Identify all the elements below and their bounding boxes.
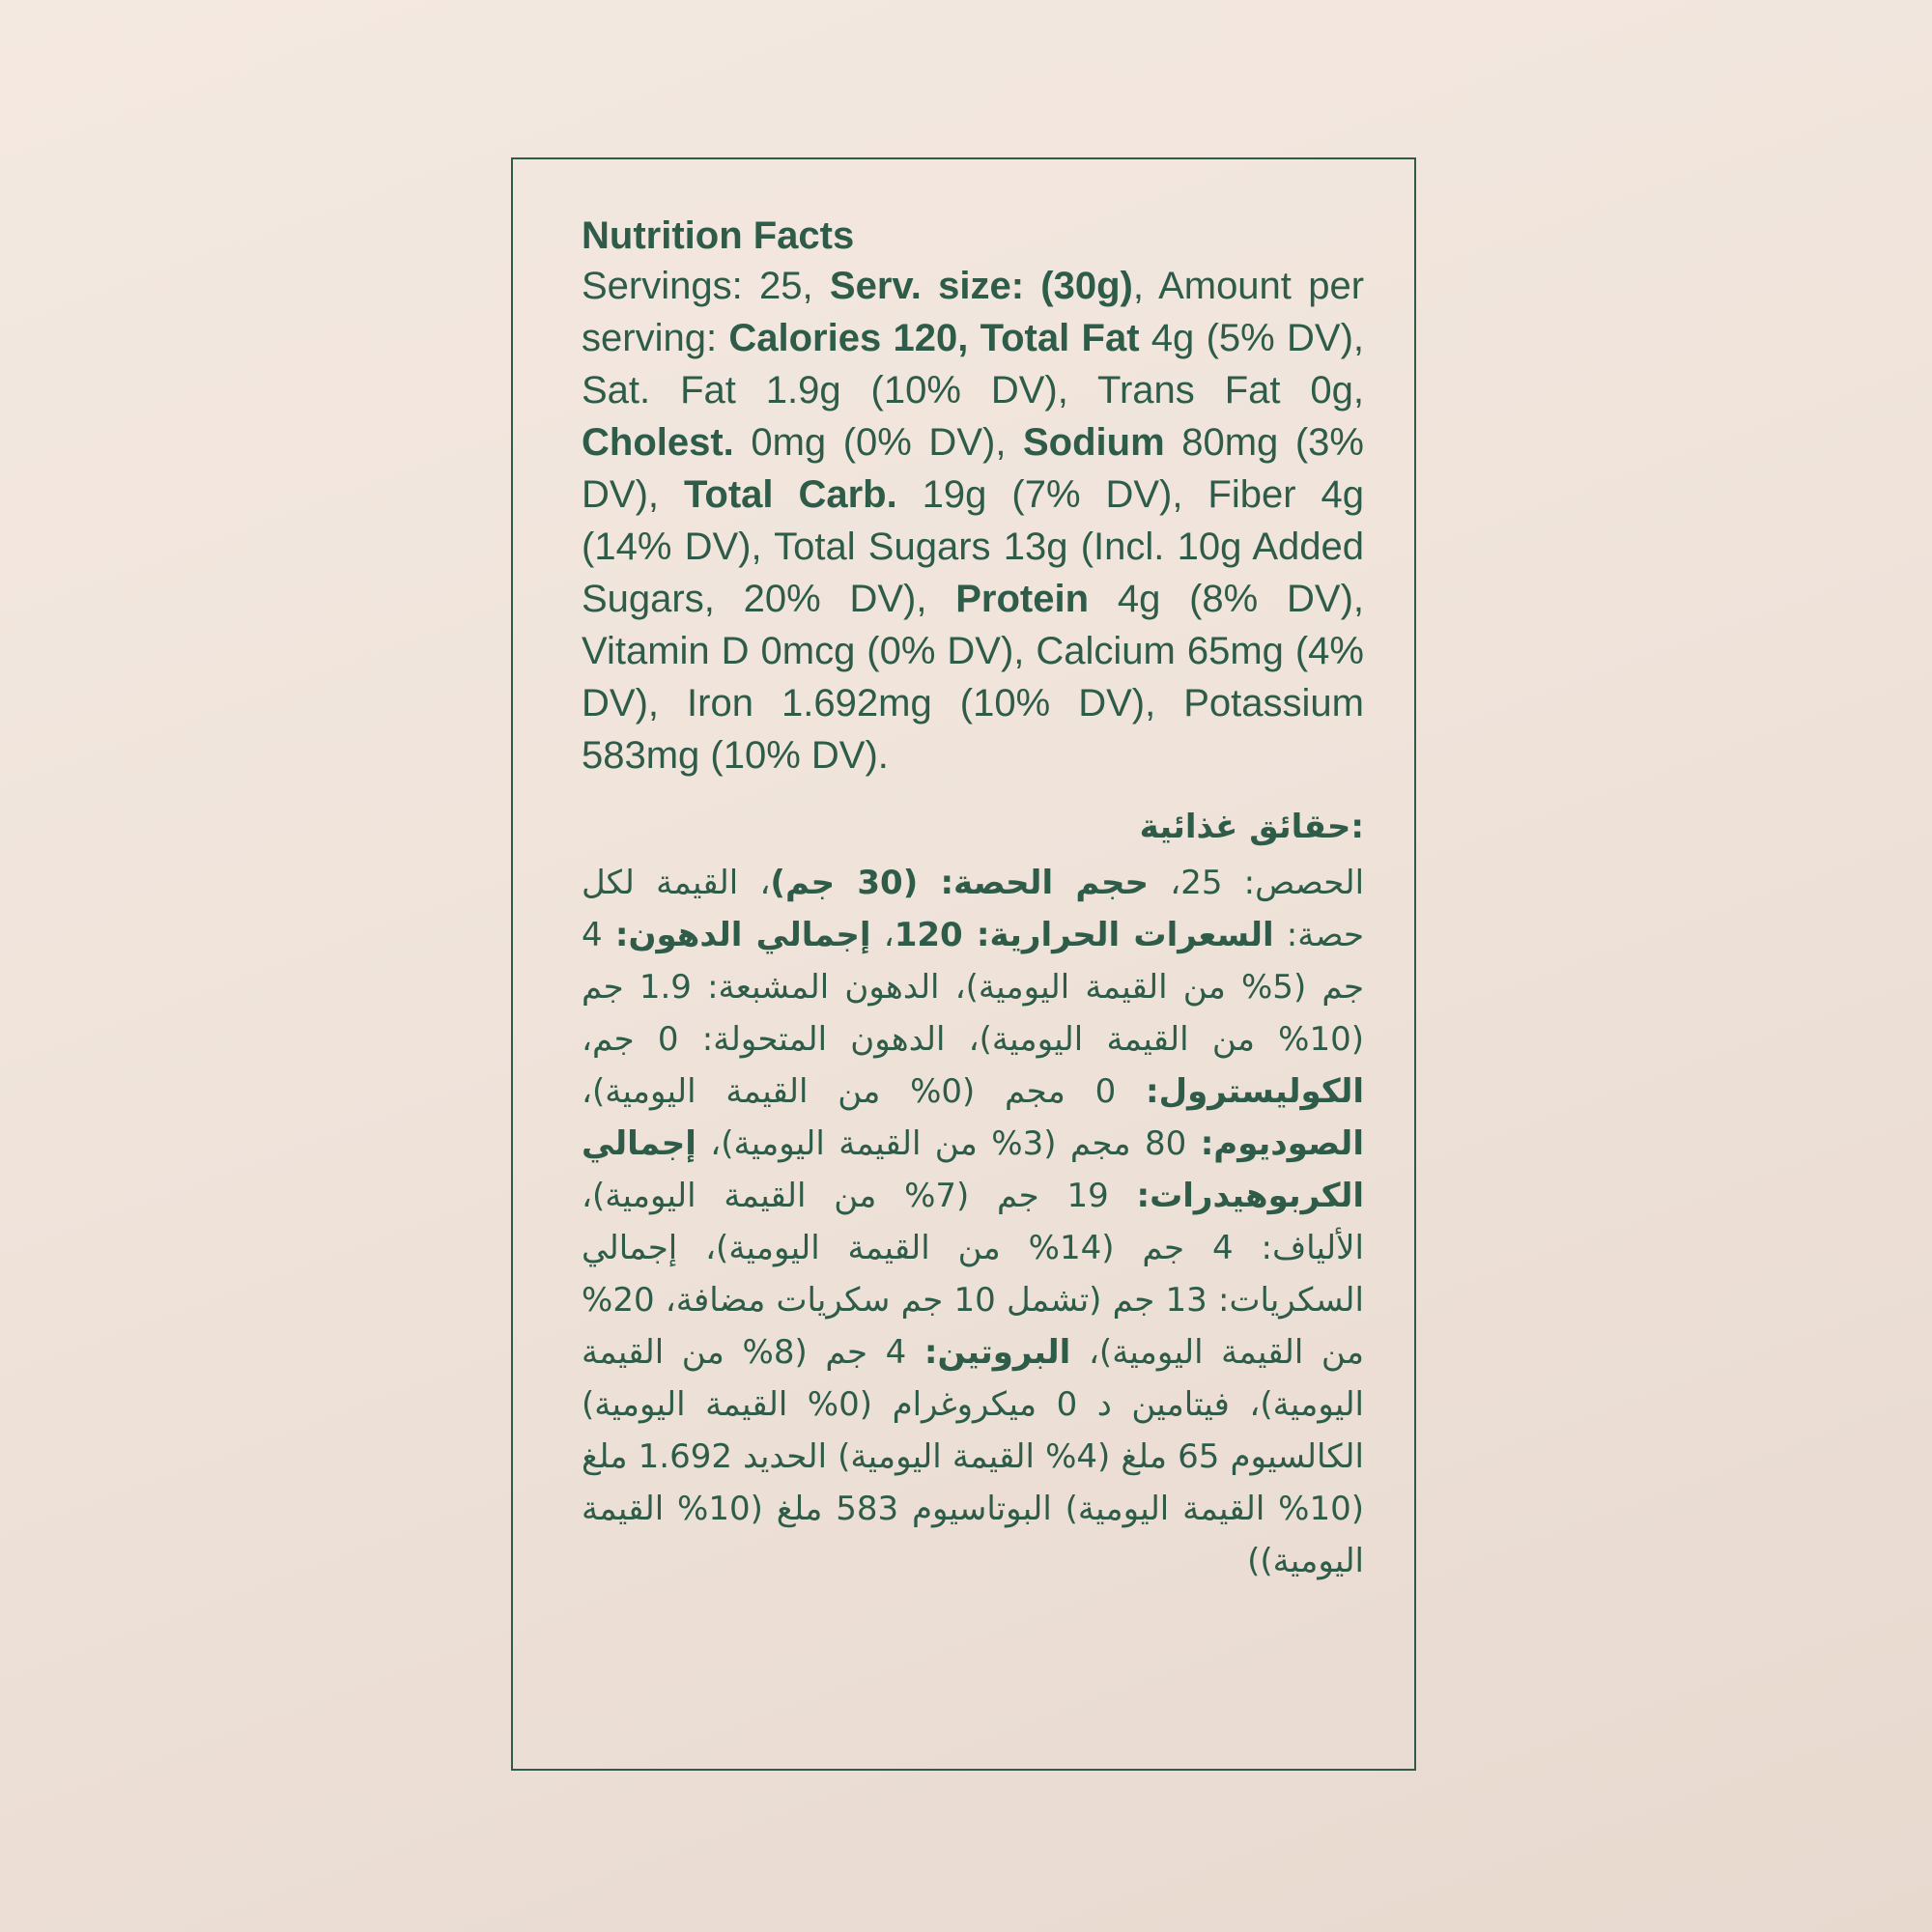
segment: 19 جم (7% من القيمة اليومية)، الألياف: 4 جم (14% من القيمة اليومية)، إجمالي السكريات: 13 جم (تشمل 10 جم سكريات مضافة، 20% من القيمة اليومية)،	[582, 1176, 1365, 1372]
segment-bold: Cholest.	[582, 421, 734, 464]
segment-bold: Protein	[955, 578, 1090, 620]
segment-bold: Serv. size: (30g)	[829, 265, 1133, 307]
segment: 4g (5% DV), Sat. Fat 1.9g (10% DV), Trans Fat 0g,	[582, 317, 1365, 412]
segment-bold: الصوديوم:	[1200, 1123, 1364, 1163]
segment: , Amount per serving:	[582, 265, 1365, 359]
segment: 4g (8% DV), Vitamin D 0mcg (0% DV), Calcium 65mg (4% DV), Iron 1.692mg (10% DV), Potassium 583mg (10% DV).	[582, 578, 1365, 777]
nutrition-label-content	[582, 212, 1364, 1587]
segment: 19g (7% DV), Fiber 4g (14% DV), Total Sugars 13g (Incl. 10g Added Sugars, 20% DV),	[582, 473, 1364, 620]
segment-bold: حجم الحصة: (30 جم)	[770, 863, 1150, 902]
segment: 80 مجم (3% من القيمة اليومية)،	[696, 1123, 1201, 1163]
segment: 4 جم (8% من القيمة اليومية)، فيتامين د 0 ميكروغرام (0% القيمة اليومية) الكالسيوم 65 ملغ (4% القيمة اليومية) الحديد 1.692 ملغ (10% القيمة اليومية) البوتاسيوم 583 ملغ (10% القيمة اليومية))	[582, 1332, 1364, 1580]
segment: Servings: 25,	[582, 265, 830, 307]
segment-bold: Total Carb.	[683, 473, 897, 516]
segment-bold: الكوليسترول:	[1146, 1071, 1365, 1111]
segment: الحصص: 25،	[1149, 863, 1365, 902]
arabic-title: :حقائق غذائية	[1139, 808, 1364, 846]
segment: ، القيمة لكل حصة:	[582, 863, 1364, 954]
arabic-nutrition-text	[582, 857, 1364, 1587]
nutrition-label-box	[511, 157, 1416, 1771]
segment-bold: Sodium	[1023, 421, 1165, 464]
segment-bold: البروتين:	[923, 1332, 1071, 1372]
segment-bold: إجمالي الدهون:	[614, 915, 871, 954]
segment-bold: Calories 120, Total Fat	[728, 317, 1140, 359]
english-title: Nutrition Facts	[582, 214, 855, 257]
segment: 80mg (3% DV),	[582, 421, 1364, 516]
english-nutrition-text	[582, 260, 1364, 781]
segment-bold: إجمالي الكربوهيدرات:	[582, 1123, 1364, 1215]
segment: 0mg (0% DV),	[733, 421, 1023, 464]
segment: 0 مجم (0% من القيمة اليومية)،	[582, 1071, 1146, 1111]
segment-bold: السعرات الحرارية: 120	[894, 915, 1274, 954]
segment: 4 جم (5% من القيمة اليومية)، الدهون المشبعة: 1.9 جم (10% من القيمة اليومية)، الدهون المتحولة: 0 جم،	[582, 915, 1365, 1059]
segment: ،	[870, 915, 895, 954]
